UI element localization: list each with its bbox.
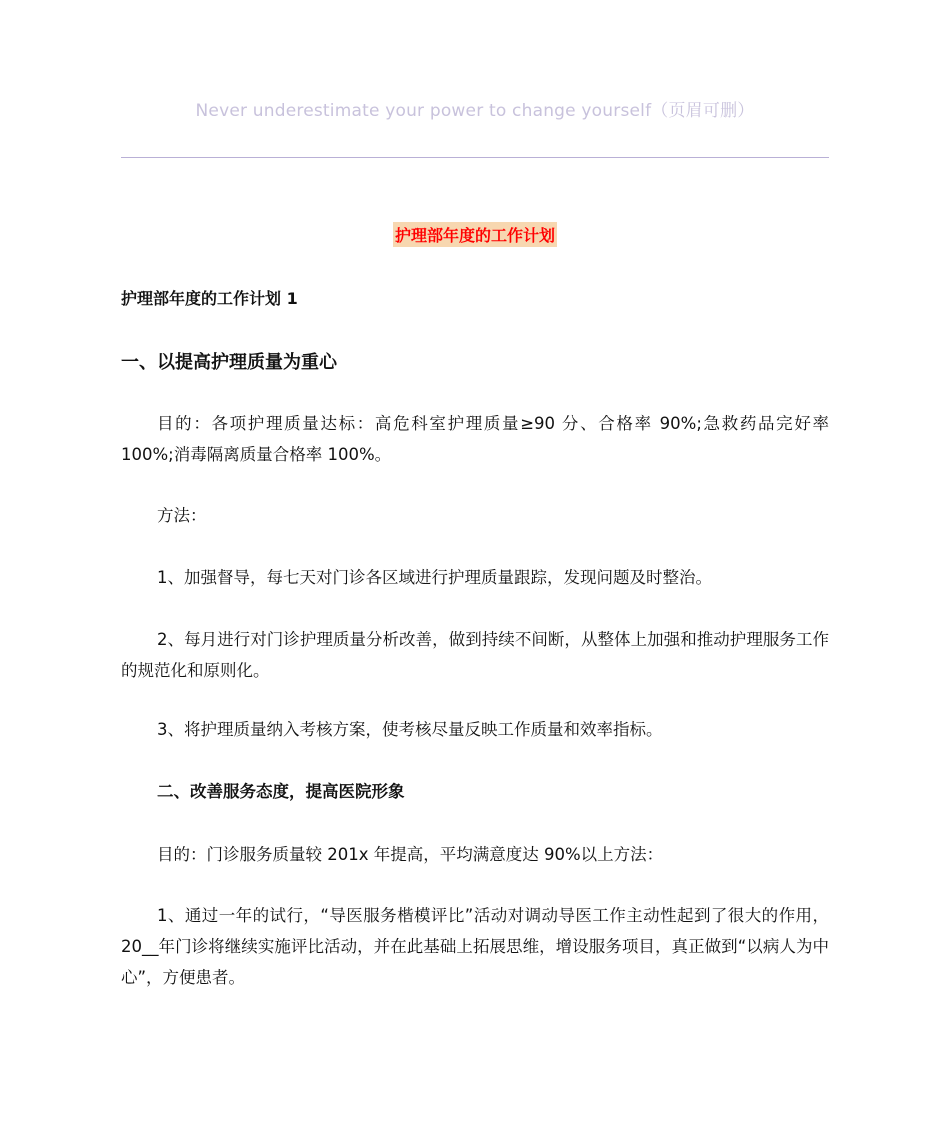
page-header-text: Never underestimate your power to change yourself（页眉可删） <box>195 101 755 121</box>
document-title: 护理部年度的工作计划 <box>393 222 557 247</box>
header-divider <box>121 157 829 158</box>
section-1-paragraph-item-3: 3、将护理质量纳入考核方案，使考核尽量反映工作质量和效率指标。 <box>157 720 663 739</box>
section-1-paragraph-method: 方法： <box>157 506 207 525</box>
section-1-paragraph-item-1: 1、加强督导，每七天对门诊各区域进行护理质量跟踪，发现问题及时整治。 <box>157 568 712 587</box>
section-1-heading: 一、以提高护理质量为重心 <box>121 352 337 373</box>
document-subtitle: 护理部年度的工作计划 1 <box>121 289 298 308</box>
section-2-heading: 二、改善服务态度，提高医院形象 <box>157 782 405 801</box>
section-2-paragraph-item-1: 1、通过一年的试行，“导医服务楷模评比”活动对调动导医工作主动性起到了很大的作用，20__年门诊将继续实施评比活动，并在此基础上拓展思维，增设服务项目，真正做到“以病人为中心”，方便患者。 <box>121 906 829 987</box>
section-2-paragraph-goal: 目的：门诊服务质量较 201x 年提高，平均满意度达 90%以上方法： <box>157 845 664 864</box>
document-title-container <box>0 222 950 247</box>
section-1-paragraph-goal: 目的：各项护理质量达标：高危科室护理质量≥90 分、合格率 90%;急救药品完好率 100%;消毒隔离质量合格率 100%。 <box>121 414 829 464</box>
section-1-paragraph-item-2: 2、每月进行对门诊护理质量分析改善，做到持续不间断，从整体上加强和推动护理服务工作的规范化和原则化。 <box>121 630 829 680</box>
